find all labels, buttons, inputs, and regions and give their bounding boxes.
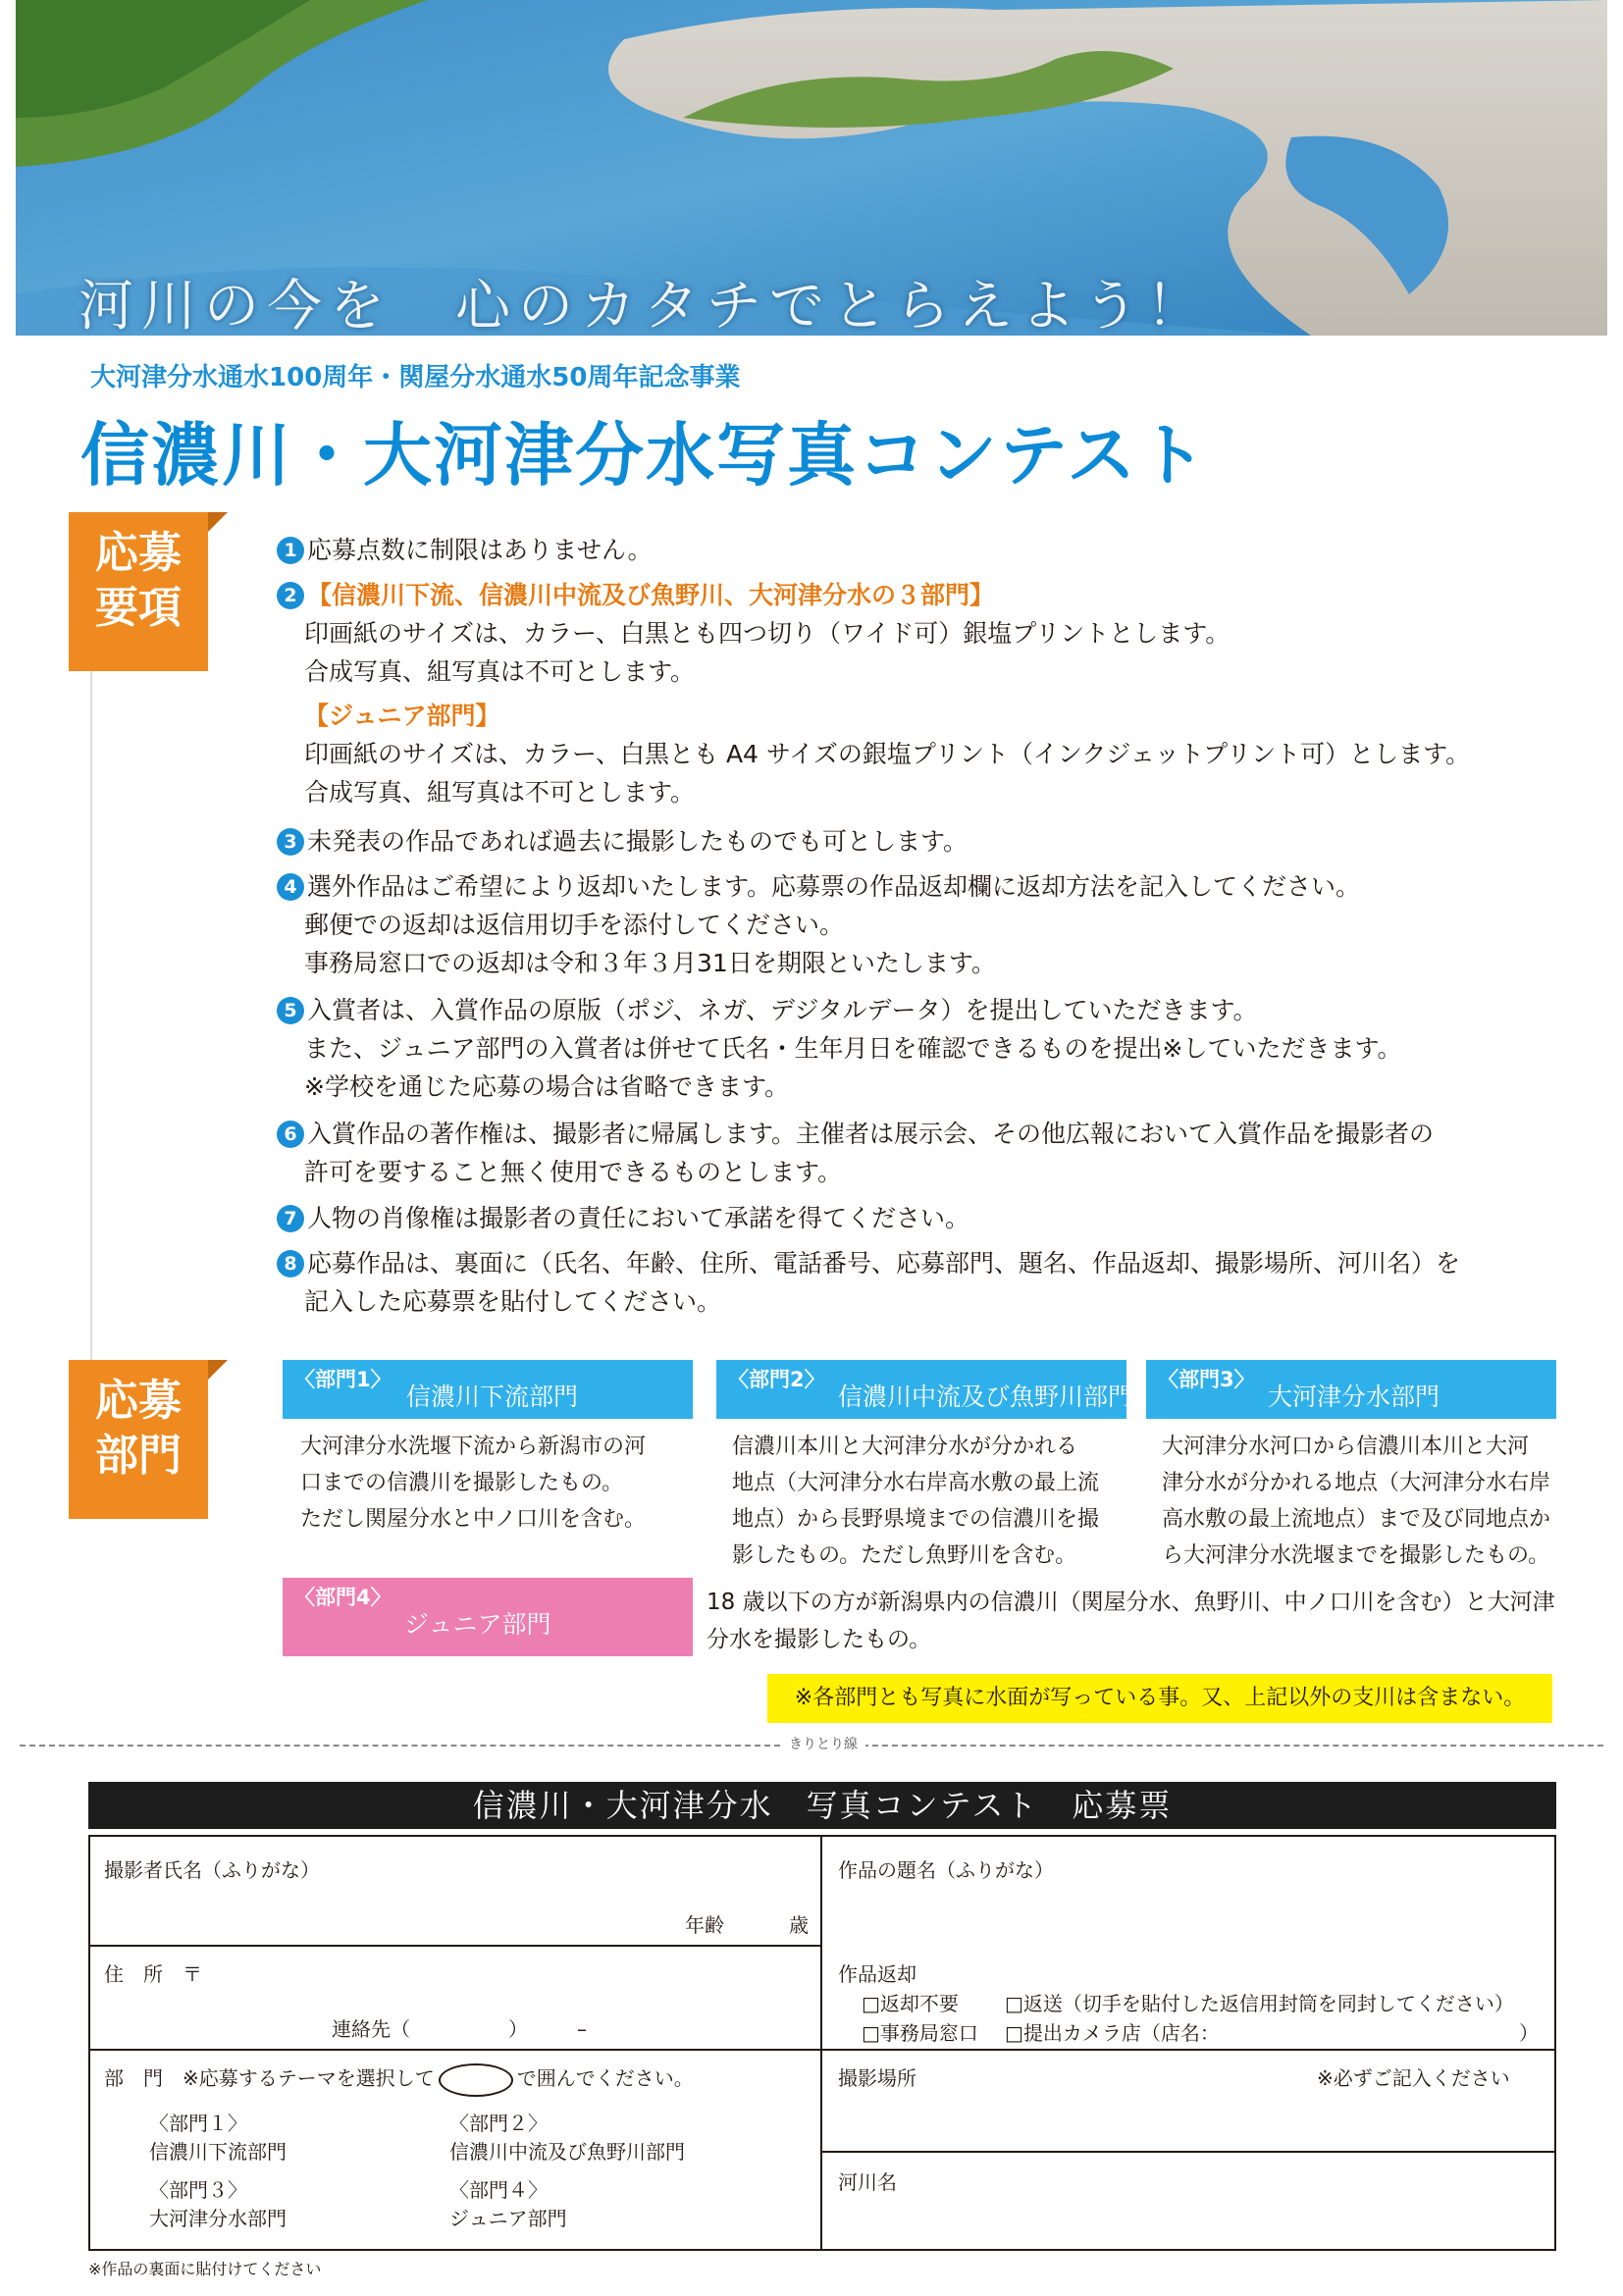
division-tag: 〈部門3〉 [1158, 1368, 1255, 1391]
form-divider [822, 2151, 1554, 2153]
return-label: 作品返却 [838, 1962, 916, 1986]
hero-caption: 河川の今を 心のカタチでとらえよう！ [79, 275, 1209, 339]
requirement-item-1: 1 応募点数に制限はありません。 [277, 531, 653, 569]
division-tag: 〈部門4〉 [294, 1586, 392, 1609]
division-1-header [283, 1360, 693, 1419]
river-name-field[interactable]: 河川名 [838, 2170, 897, 2194]
return-not-needed-checkbox[interactable]: □返却不要 [862, 1992, 959, 2015]
return-by-mail-checkbox[interactable]: □返送（切手を貼付した返信用封筒を同封してください） [1005, 1992, 1514, 2015]
division-4-header [283, 1578, 693, 1656]
number-badge: 7 [277, 1205, 304, 1232]
name-field[interactable]: 撮影者氏名（ふりがな） [104, 1858, 320, 1882]
requirements-label-bottom: 要項 [95, 583, 182, 633]
number-badge: 8 [277, 1250, 304, 1278]
return-at-office-checkbox[interactable]: □事務局窓口 [862, 2021, 978, 2045]
requirement-item-4: 4 選外作品はご希望により返却いたします。応募票の作品返却欄に返却方法を記入してください。 郵便での返却は返信用切手を添付してください。 事務局窓口での返却は令和３年３月31日を期限といたします。 [277, 867, 1360, 982]
age-unit: 歳 [789, 1913, 809, 1937]
circle-mark-icon [439, 2063, 513, 2097]
requirement-item-6: 6 入賞作品の著作権は、撮影者に帰属します。主催者は展示会、その他広報において入賞作品を撮影者の 許可を要すること無く使用できるものとします。 [277, 1115, 1434, 1191]
requirement-item-2: 2 【信濃川下流、信濃川中流及び魚野川、大河津分水の３部門】 印画紙のサイズは、カラー、白黒とも四つ切り（ワイド可）銀塩プリントとします。 合成写真、組写真は不可とします。 【ジュニア部門】 印画紙のサイズは、カラー、白黒とも A4 サイズの銀塩プリント（インクジェットプリント可）とします。 合成写真、組写真は不可とします。 [277, 576, 1470, 811]
cut-line-label: きりとり線 [781, 1734, 865, 1753]
division-select-instruction: 部 門 ※応募するテーマを選択して で囲んでください。 [104, 2062, 694, 2097]
form-division-2-option[interactable]: 〈部門２〉 信濃川中流及び魚野川部門 [449, 2112, 685, 2164]
requirement-item-7: 7 人物の肖像権は撮影者の責任において承諾を得てください。 [277, 1199, 969, 1237]
form-divider-vertical [820, 1837, 822, 2249]
requirements-label-top: 応募 [95, 528, 182, 578]
form-divider [90, 1945, 822, 1947]
division-3-description: 大河津分水河口から信濃川本川と大河 津分水が分かれる地点（大河津分水右岸 高水敷の最上流地点）まで及び同地点か ら大河津分水洗堰までを撮影したもの。 [1162, 1435, 1551, 1568]
location-field[interactable]: 撮影場所 [838, 2066, 916, 2090]
division-name: 大河津分水部門 [1268, 1383, 1440, 1411]
number-badge: 5 [277, 997, 304, 1024]
age-label: 年齢 [685, 1913, 724, 1937]
division-tag: 〈部門2〉 [728, 1368, 825, 1391]
number-badge: 4 [277, 873, 304, 901]
division-1-description: 大河津分水洗堰下流から新潟市の河 口までの信濃川を撮影したもの。 ただし関屋分水と中ノ口川を含む。 [300, 1435, 647, 1532]
address-field[interactable]: 住 所 〒 [104, 1962, 202, 1986]
page-title: 信濃川・大河津分水写真コンテスト [80, 415, 1209, 496]
requirements-label [69, 512, 208, 671]
return-at-camera-store-checkbox[interactable]: □提出カメラ店（店名： [1005, 2021, 1220, 2045]
division-name: 信濃川下流部門 [406, 1383, 579, 1411]
division-tag: 〈部門1〉 [294, 1368, 392, 1391]
event-subtitle: 大河津分水通水100周年・関屋分水通水50周年記念事業 [90, 363, 741, 392]
divisions-label [69, 1360, 208, 1519]
required-note: ※必ずご記入ください [1317, 2066, 1510, 2090]
division-name: ジュニア部門 [404, 1610, 551, 1639]
division-2-header [716, 1360, 1133, 1419]
form-divider [90, 2049, 1554, 2051]
form-division-3-option[interactable]: 〈部門３〉 大河津分水部門 [149, 2178, 287, 2230]
store-name-close: ） [1519, 2021, 1539, 2045]
form-division-1-option[interactable]: 〈部門１〉 信濃川下流部門 [149, 2112, 287, 2164]
division-2-description: 信濃川本川と大河津分水が分かれる 地点（大河津分水右岸高水敷の最上流 地点）から長野県境までの信濃川を撮 影したもの。ただし魚野川を含む。 [732, 1435, 1100, 1568]
form-title: 信濃川・大河津分水 写真コンテスト 応募票 [88, 1782, 1556, 1829]
side-rule [90, 667, 92, 1374]
requirement-item-3: 3 未発表の作品であれば過去に撮影したものでも可とします。 [277, 822, 968, 861]
contact-field[interactable]: 連絡先（ ） – [332, 2017, 587, 2041]
form-division-4-option[interactable]: 〈部門４〉 ジュニア部門 [449, 2178, 567, 2230]
entry-form [88, 1835, 1556, 2251]
number-badge: 6 [277, 1121, 304, 1148]
requirement-item-5: 5 入賞者は、入賞作品の原版（ポジ、ネガ、デジタルデータ）を提出していただきます。 また、ジュニア部門の入賞者は併せて氏名・生年月日を確認できるものを提出※していただきます。 ※学校を通じた応募の場合は省略できます。 [277, 991, 1401, 1106]
divisions-label-bottom: 部門 [95, 1431, 182, 1481]
number-badge: 2 [277, 582, 304, 609]
number-badge: 3 [277, 828, 304, 856]
division-note: ※各部門とも写真に水面が写っている事。又、上記以外の支川は含まない。 [767, 1674, 1552, 1723]
work-title-field[interactable]: 作品の題名（ふりがな） [838, 1858, 1054, 1882]
number-badge: 1 [277, 537, 304, 564]
division-4-description: 18 歳以下の方が新潟県内の信濃川（関屋分水、魚野川、中ノ口川を含む）と大河津 分水を撮影したもの。 [707, 1590, 1555, 1652]
division-name: 信濃川中流及び魚野川部門 [838, 1383, 1133, 1411]
requirement-item-8: 8 応募作品は、裏面に（氏名、年齢、住所、電話番号、応募部門、題名、作品返却、撮影場所、河川名）を 記入した応募票を貼付してください。 [277, 1244, 1460, 1321]
divisions-label-top: 応募 [95, 1376, 182, 1426]
form-footnote: ※作品の裏面に貼付けてください [88, 2260, 322, 2278]
division-3-header [1146, 1360, 1556, 1419]
